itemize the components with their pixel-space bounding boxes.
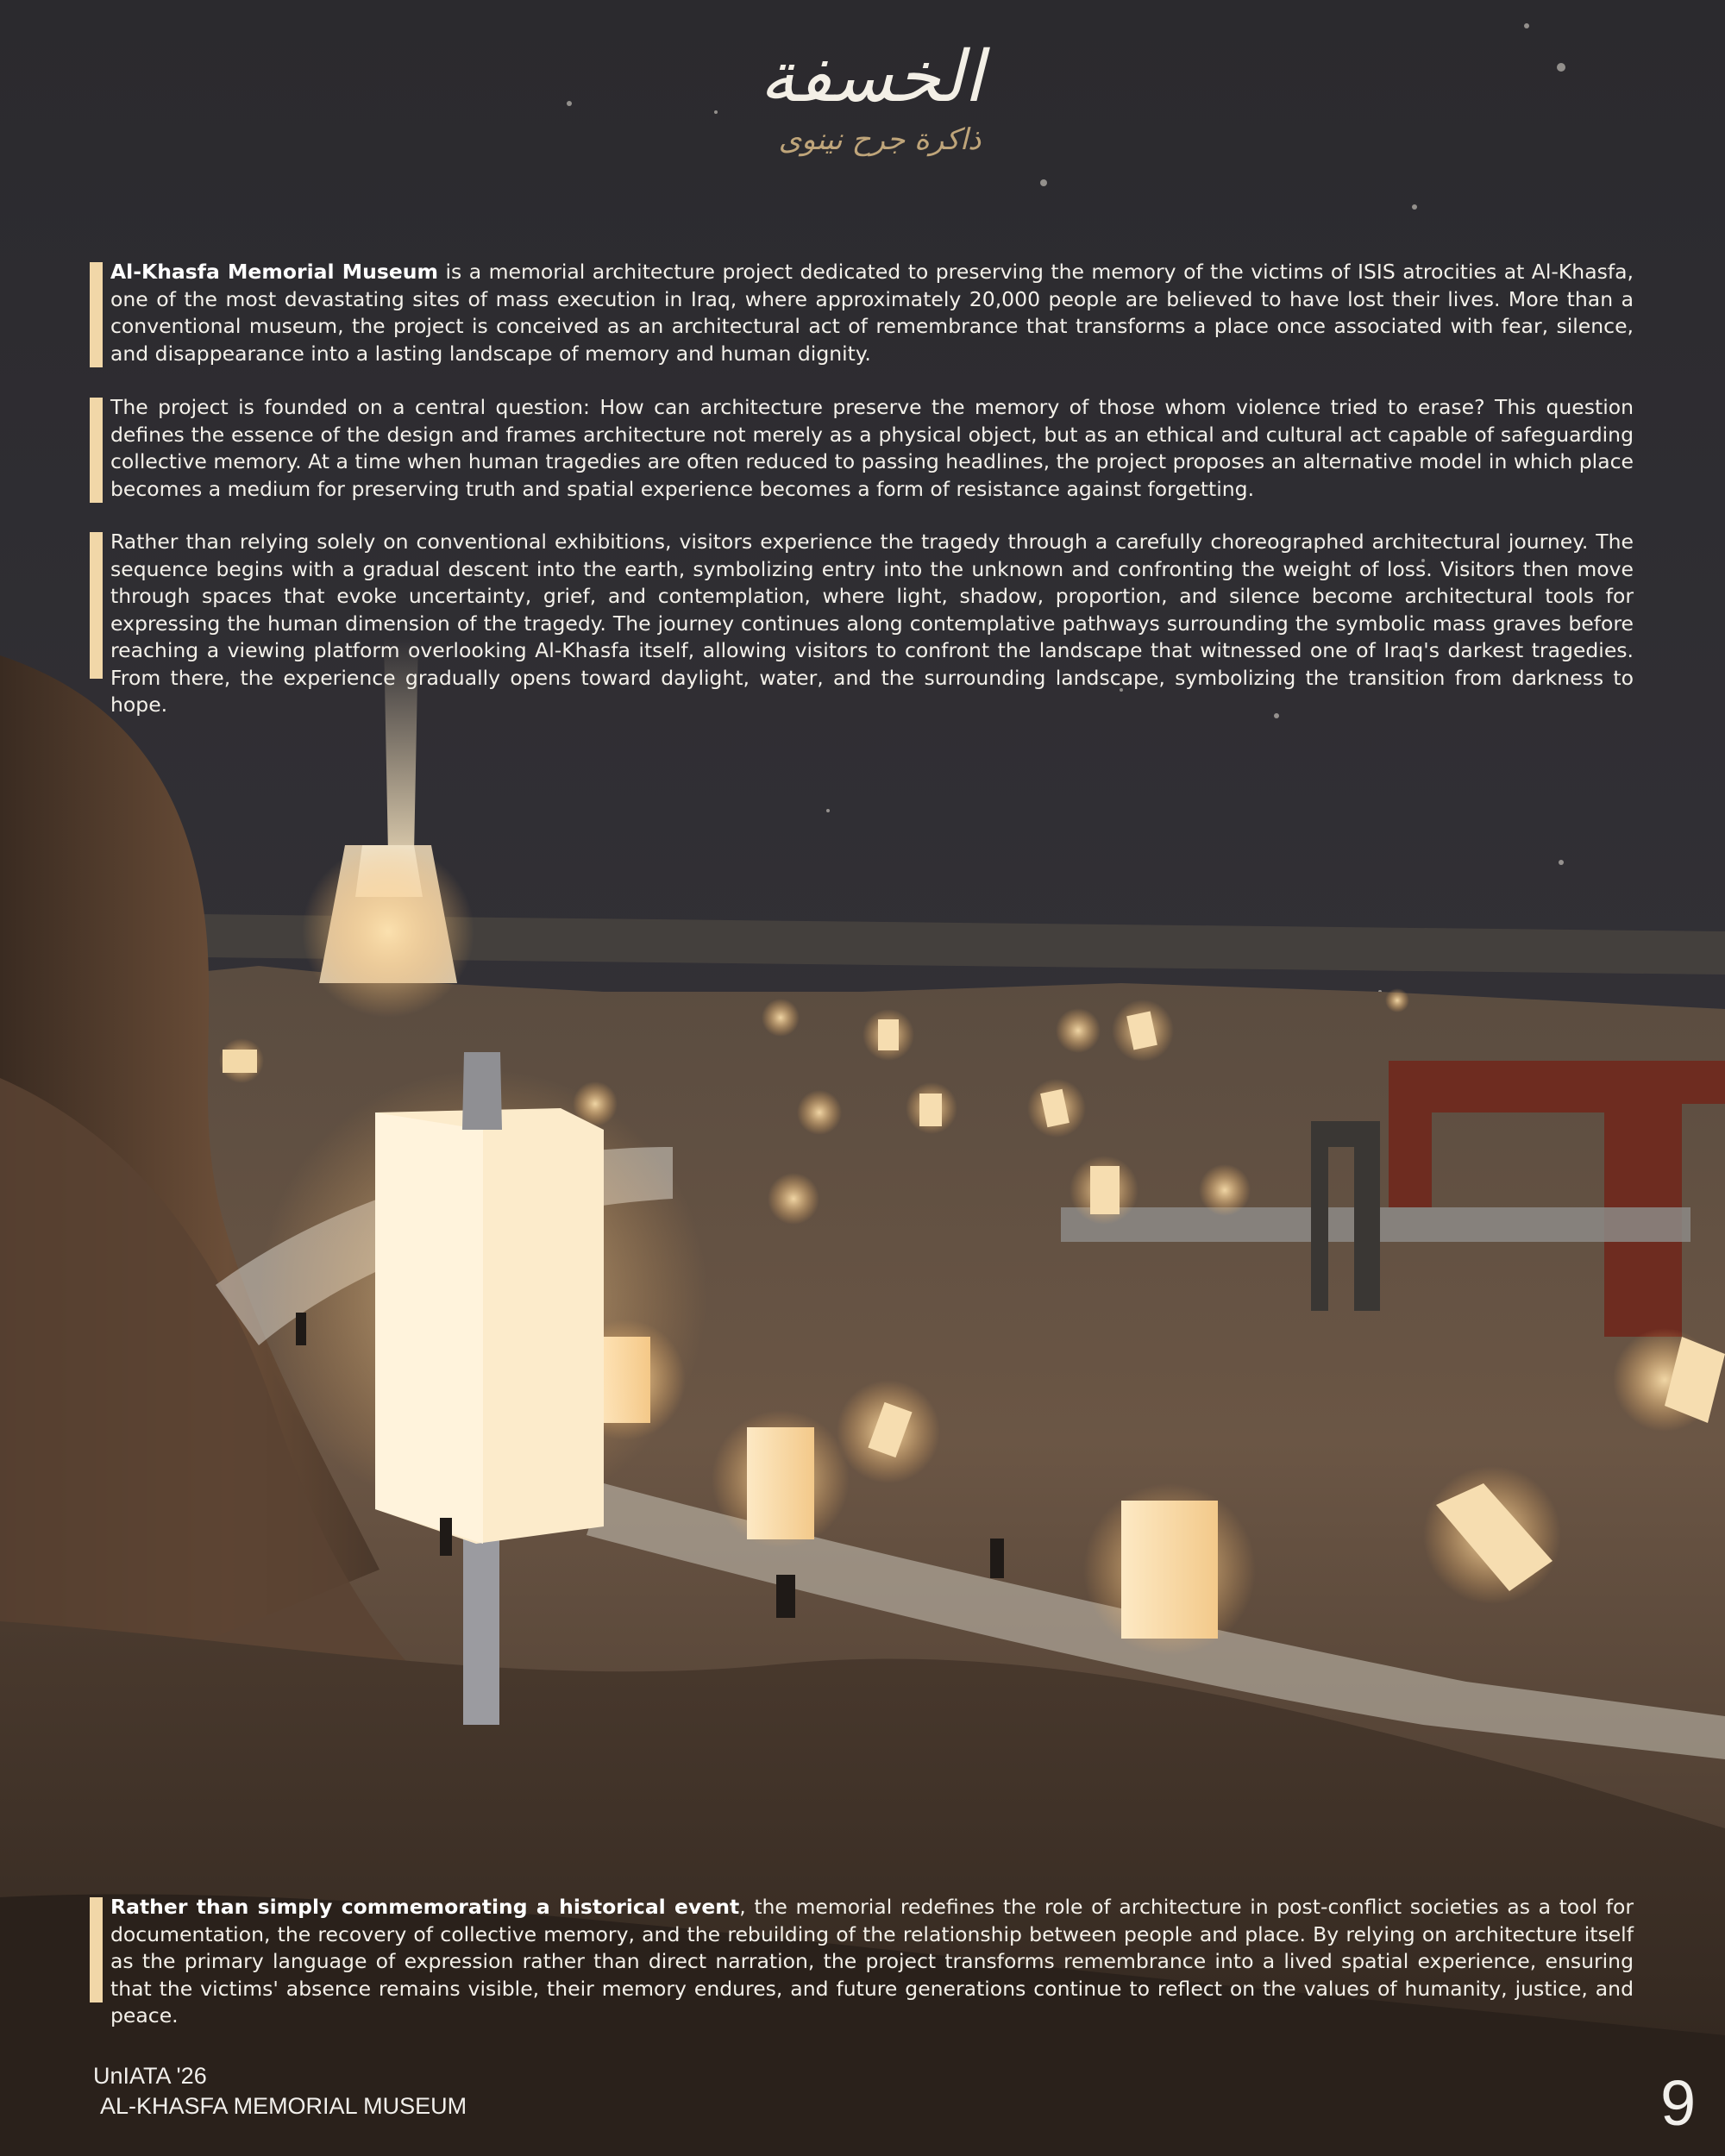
paragraph-text xyxy=(110,529,1634,719)
journey-paragraph xyxy=(90,529,1634,719)
footer-project-title: AL-KHASFA MEMORIAL MUSEUM xyxy=(100,2093,467,2119)
paragraph-lead: Rather than simply commemorating a historical event xyxy=(110,1895,740,1919)
paragraph-body: Rather than relying solely on conventional exhibitions, visitors experience the tragedy through a carefully choreographed architectural journey. The sequence begins with a gradual descent into the earth, symbolizing entry into the unknown and confronting the weight of loss. Visitors then move through spaces that evoke uncertainty, grief, and contemplation, where light, shadow, proportion, and silence become architectural tools for expressing the human dimension of the tragedy. The journey continues along contemplative pathways surrounding the symbolic mass graves before reaching a viewing platform overlooking Al-Khasfa itself, allowing visitors to confront the landscape that witnessed one of Iraq's darkest tragedies. From there, the experience gradually opens toward daylight, water, and the surrounding landscape, symbolizing the transition from darkness to hope. xyxy=(110,530,1634,717)
paragraph-text xyxy=(110,259,1634,367)
logo-arabic-title: الخسفة xyxy=(759,36,983,118)
accent-bar xyxy=(90,262,103,367)
accent-bar xyxy=(90,398,103,503)
conclusion-paragraph xyxy=(90,1894,1634,2030)
question-paragraph xyxy=(90,394,1634,503)
paragraph-text xyxy=(110,394,1634,503)
paragraph-body: , the memorial redefines the role of architecture in post-conflict societies as a tool for documentation, the recovery of collective memory, and the rebuilding of the relationship between people and place. By relying on architecture itself as the primary language of expression rather than direct narration, the project transforms remembrance into a lived spatial experience, ensuring that the victims' absence remains visible, their memory endures, and future generations continue to reflect on the values of humanity, justice, and peace. xyxy=(110,1895,1634,2028)
accent-bar xyxy=(90,1897,103,2002)
accent-bar xyxy=(90,532,103,679)
paragraph-text xyxy=(110,1894,1634,2030)
logo-arabic-subtitle: ذاكرة جرح نينوى xyxy=(778,122,982,157)
footer-org-label: UnIATA '26 xyxy=(93,2063,207,2089)
arabic-logo xyxy=(759,34,983,159)
page-number: 9 xyxy=(1660,2067,1697,2139)
paragraph-body: is a memorial architecture project dedicated to preserving the memory of the victims of ISIS atrocities at Al-Khasfa, one of the most devastating sites of mass execution in Iraq, where approximately 20,000 people are believed to have lost their lives. More than a conventional museum, the project is conceived as an architectural act of remembrance that transforms a place once associated with fear, silence, and disappearance into a lasting landscape of memory and human dignity. xyxy=(110,260,1634,366)
intro-paragraph xyxy=(90,259,1634,367)
paragraph-body: The project is founded on a central question: How can architecture preserve the memory of those whom violence tried to erase? This question defines the essence of the design and frames architecture not merely as a physical object, but as an ethical and cultural act capable of safeguarding collective memory. At a time when human tragedies are often reduced to passing headlines, the project proposes an alternative model in which place becomes a medium for preserving truth and spatial experience becomes a form of resistance against forgetting. xyxy=(110,395,1634,501)
paragraph-lead: Al-Khasfa Memorial Museum xyxy=(110,260,438,284)
